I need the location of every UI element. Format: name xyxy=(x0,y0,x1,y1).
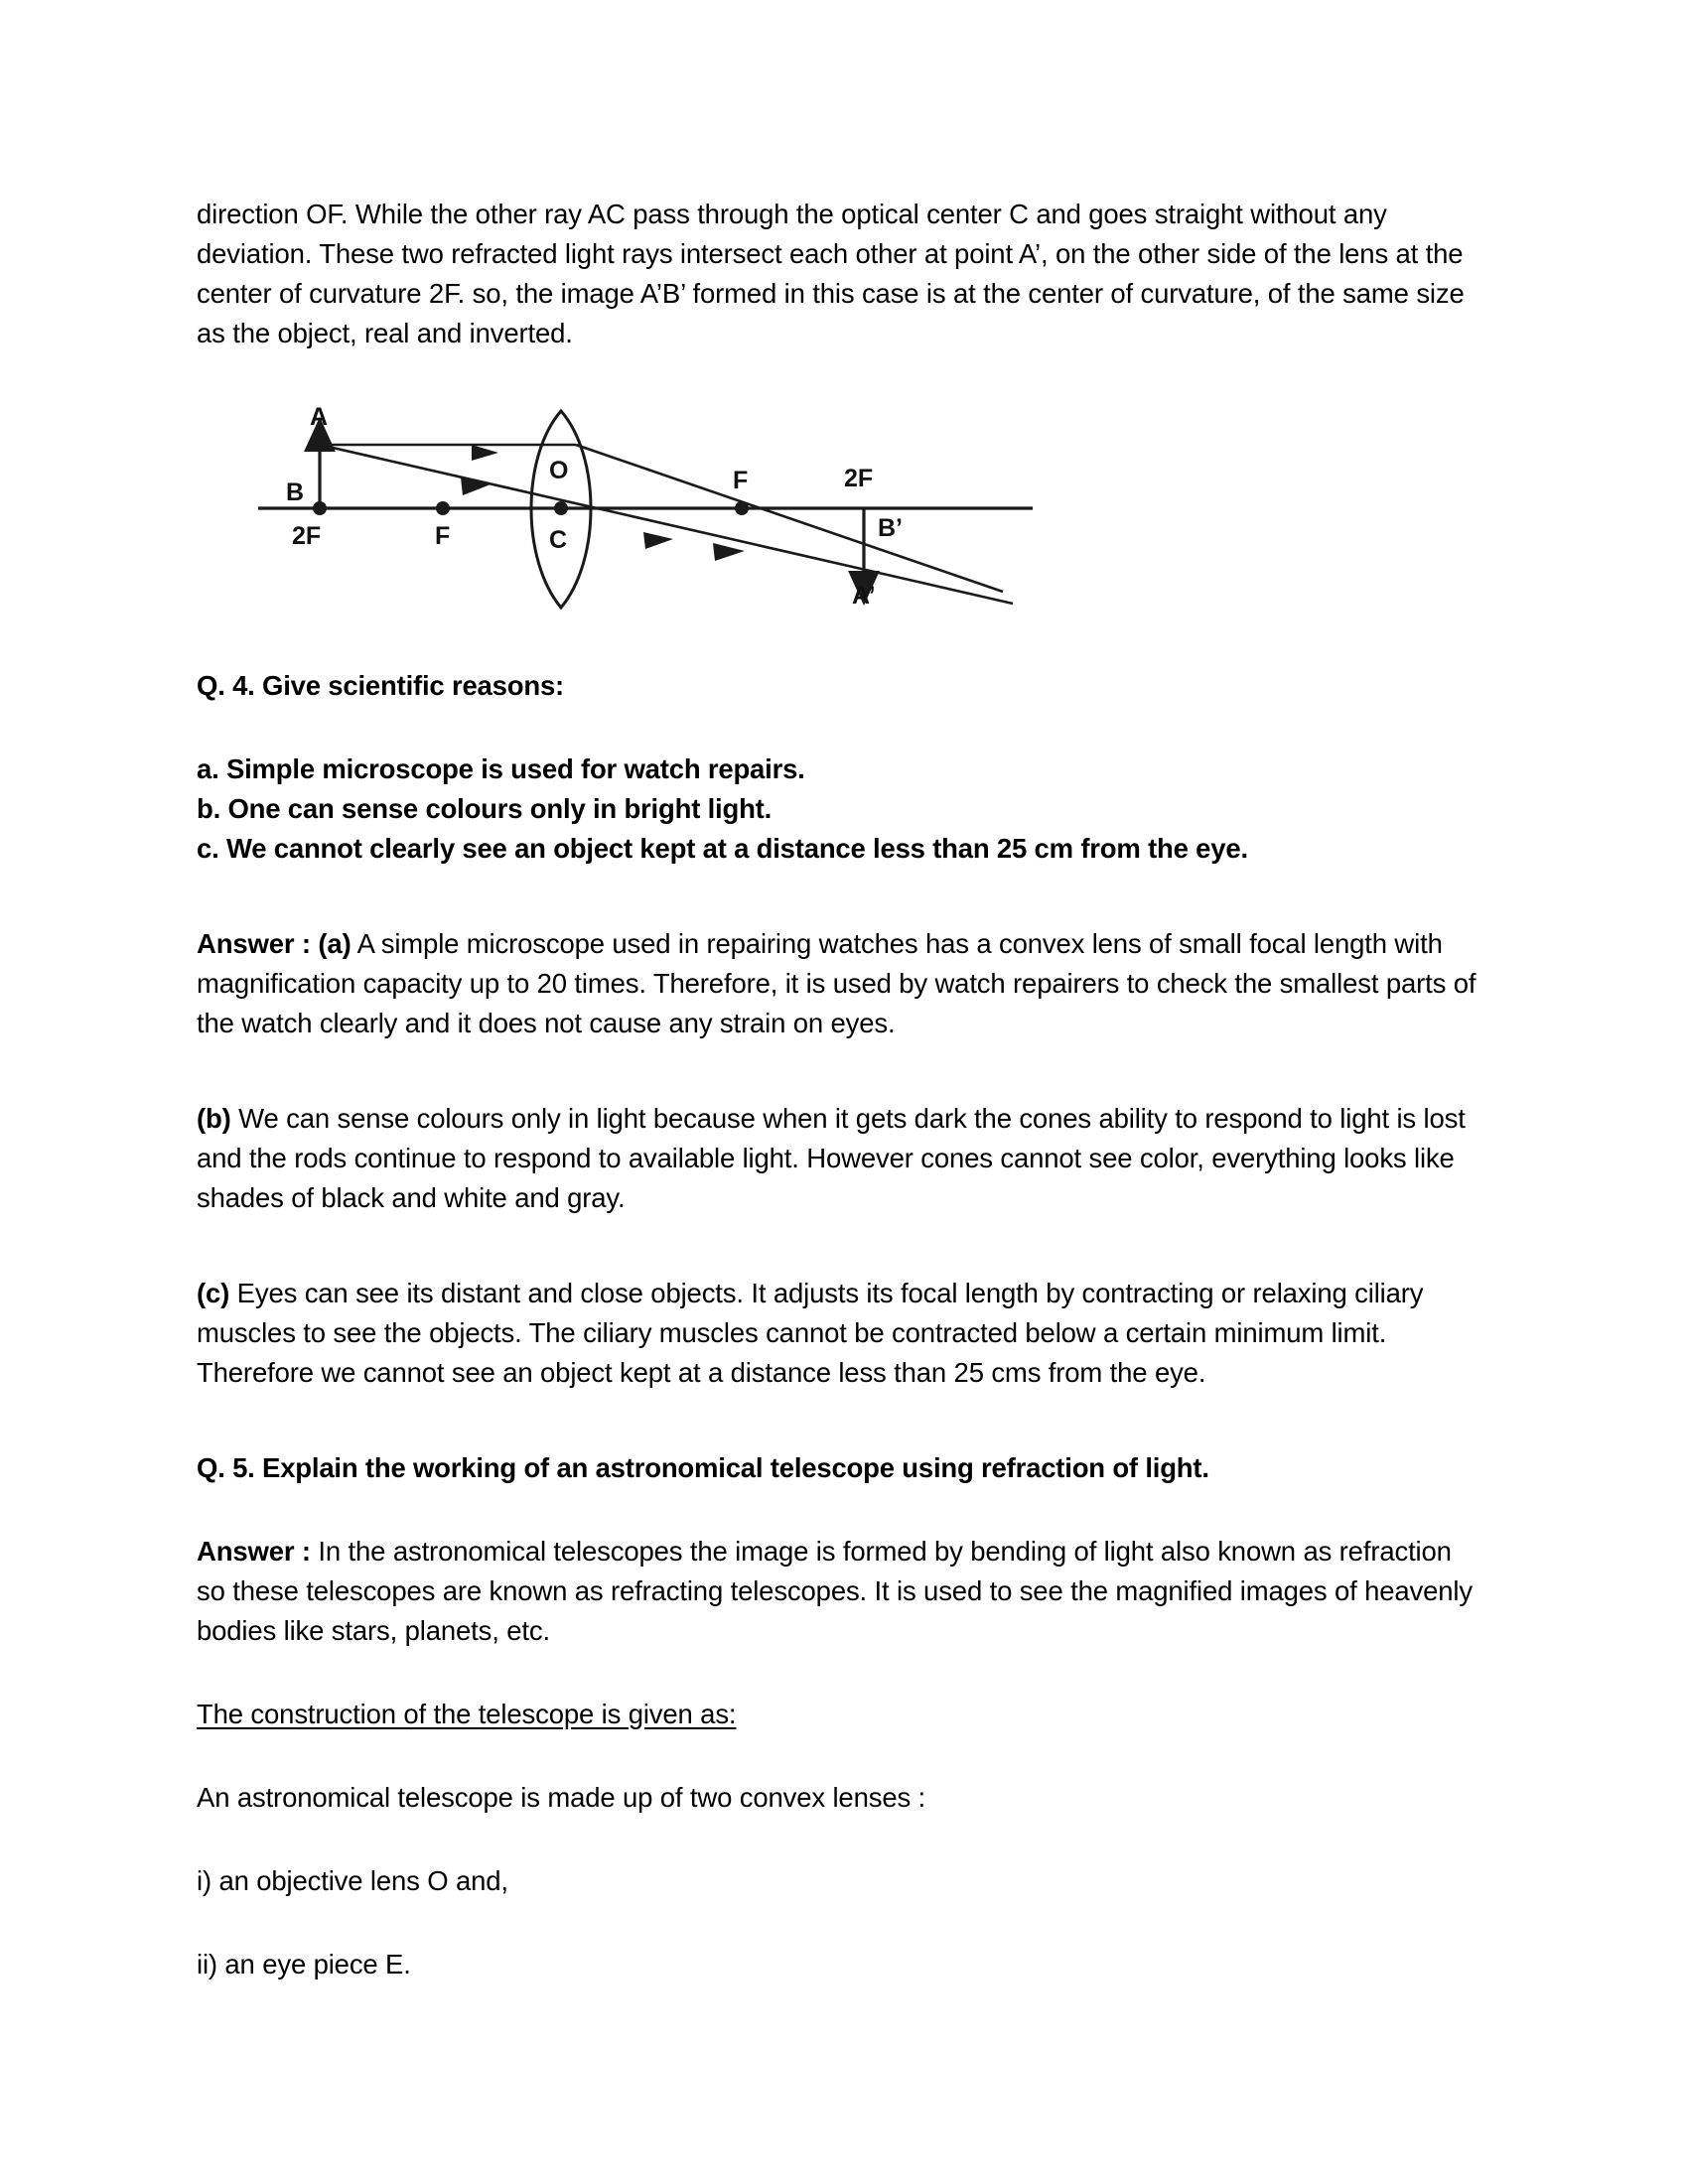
label-C: C xyxy=(549,526,568,554)
point-f-left xyxy=(436,501,450,515)
answer-c-text: Eyes can see its distant and close objects. It adjusts its focal length by contracting or relaxing ciliary muscles to see the objects. The ciliary muscles cannot be contracted below a certain minimum limit. Therefore we cannot see an object kept at a distance less than 25 cms from the eye. xyxy=(197,1278,1424,1388)
answer-5-paragraph xyxy=(197,1532,1487,1651)
spacer xyxy=(197,611,1487,666)
point-2f-left xyxy=(313,501,327,515)
ray1-arrowhead xyxy=(472,445,498,461)
construction-heading: The construction of the telescope is given as: xyxy=(197,1699,737,1729)
label-F-left: F xyxy=(435,522,451,550)
answer-c-paragraph xyxy=(197,1274,1487,1393)
spacer xyxy=(197,1651,1487,1695)
question-5-heading: Q. 5. Explain the working of an astronomical telescope using refraction of light. xyxy=(197,1452,1209,1483)
label-B-prime: B’ xyxy=(878,514,903,542)
label-F-right: F xyxy=(733,467,749,494)
spacer xyxy=(197,869,1487,924)
spacer xyxy=(197,1818,1487,1861)
ray-diagram-svg xyxy=(248,397,1043,611)
ray-through-optical-centre xyxy=(320,445,1013,604)
spacer xyxy=(197,1488,1487,1532)
question-4-item-a: a. Simple microscope is used for watch repairs. xyxy=(197,753,805,784)
point-optical-centre xyxy=(554,501,568,515)
answer-b-text: We can sense colours only in light because when it gets dark the cones ability to respond to light is lost and the rods continue to respond to available light. However cones cannot see color, everything looks like shades of black and white and gray. xyxy=(197,1103,1466,1213)
page-content xyxy=(197,195,1487,1984)
construction-intro: An astronomical telescope is made up of two convex lenses : xyxy=(197,1782,926,1813)
construction-item-ii: ii) an eye piece E. xyxy=(197,1949,411,1979)
answer-b-paragraph xyxy=(197,1099,1487,1218)
spacer xyxy=(197,1218,1487,1274)
construction-item-i: i) an objective lens O and, xyxy=(197,1865,508,1896)
answer-b-label: (b) xyxy=(197,1103,231,1134)
question-4-heading: Q. 4. Give scientific reasons: xyxy=(197,670,564,701)
convex-lens-ray-diagram xyxy=(248,397,1487,611)
spacer xyxy=(197,1734,1487,1778)
spacer xyxy=(197,706,1487,750)
label-A-prime: A’ xyxy=(852,582,876,610)
ray2-arrowhead-mid xyxy=(643,532,673,549)
question-4-item-c: c. We cannot clearly see an object kept at a distance less than 25 cm from the eye. xyxy=(197,833,1248,864)
answer-a-paragraph xyxy=(197,924,1487,1043)
ray2-arrowhead-right xyxy=(713,543,745,561)
label-2F-right: 2F xyxy=(844,465,874,492)
spacer xyxy=(197,1043,1487,1099)
answer-a-text: A simple microscope used in repairing watches has a convex lens of small focal length with magnification capacity up to 20 times. Therefore, it is used by watch repairers to check the smallest parts of the watch clearly and it does not cause any strain on eyes. xyxy=(197,928,1477,1038)
spacer xyxy=(197,1393,1487,1448)
label-A: A xyxy=(310,403,329,431)
answer-c-label: (c) xyxy=(197,1278,230,1308)
label-2F-left: 2F xyxy=(292,522,322,550)
answer-5-label: Answer : xyxy=(197,1536,311,1567)
answer-5-text: In the astronomical telescopes the image is formed by bending of light also known as refraction so these telescopes are known as refracting telescopes. It is used to see the magnified images of heavenly bodies like stars, planets, etc. xyxy=(197,1536,1473,1646)
intro-paragraph: direction OF. While the other ray AC pass through the optical center C and goes straight without any deviation. These two refracted light rays intersect each other at point A’, on the other side of the lens at the center of curvature 2F. so, the image A’B’ formed in this case is at the center of curvature, of the same size as the object, real and inverted. xyxy=(197,199,1465,348)
label-O: O xyxy=(549,457,569,484)
label-B: B xyxy=(286,478,305,506)
question-4-item-b: b. One can sense colours only in bright light. xyxy=(197,793,773,824)
answer-a-label: Answer : (a) xyxy=(197,928,352,959)
point-f-right xyxy=(735,501,749,515)
spacer xyxy=(197,1901,1487,1945)
